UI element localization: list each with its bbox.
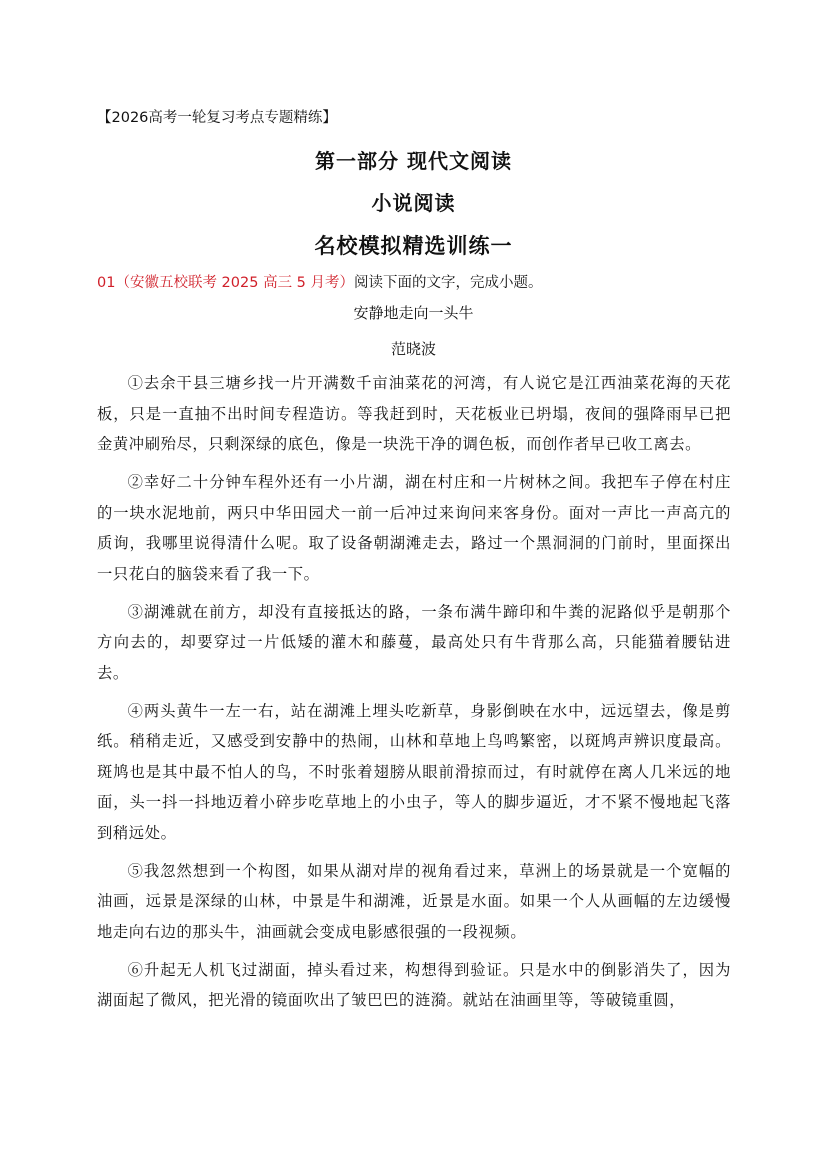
section-title: 小说阅读 (371, 191, 456, 215)
paragraph: ③湖滩就在前方，却没有直接抵达的路，一条布满牛蹄印和牛粪的泥路似乎是朝那个方向去的，却要穿过一片低矮的灌木和藤蔓，最高处只有牛背那么高，只能猫着腰钻进去。 (97, 602, 731, 682)
paragraph: ⑥升起无人机飞过湖面，掉头看过来，构想得到验证。只是水中的倒影消失了，因为湖面起了微风，把光滑的镜面吹出了皱巴巴的涟漪。就站在油画里等，等破镜重圆， (97, 960, 731, 1009)
series-tag: 【2026高考一轮复习考点专题精练】 (97, 110, 337, 126)
part-title: 第一部分 现代文阅读 (315, 149, 512, 173)
article-author: 范晓波 (390, 340, 436, 358)
article-body (97, 368, 731, 1023)
paragraph: ①去余干县三塘乡找一片开满数千亩油菜花的河湾，有人说它是江西油菜花海的天花板，只是一直抽不出时间专程造访。等我赶到时，天花板业已坍塌，夜间的强降雨早已把金黄冲刷殆尽，只剩深绿的底色，像是一块洗干净的调色板，而创作者早已收工离去。 (97, 374, 731, 453)
question-instruction: 阅读下面的文字，完成小题。 (354, 275, 543, 291)
article-title: 安静地走向一头牛 (353, 304, 474, 322)
paragraph: ②幸好二十分钟车程外还有一小片湖，湖在村庄和一片树林之间。我把车子停在村庄的一块水泥地前，两只中华田园犬一前一后冲过来询问来客身份。面对一声比一声高亢的质询，我哪里说得清什么呢。取了设备朝湖滩走去，路过一个黑洞洞的门前时，里面探出一只花白的脑袋来看了我一下。 (97, 473, 731, 583)
paragraph: ④两头黄牛一左一右，站在湖滩上埋头吃新草，身影倒映在水中，远远望去，像是剪纸。稍稍走近，又感受到安静中的热闹，山林和草地上鸟鸣繁密，以斑鸠声辨识度最高。斑鸠也是其中最不怕人的鸟，不时张着翅膀从眼前滑掠而过，有时就停在离人几米远的地面，头一抖一抖地迈着小碎步吃草地上的小虫子，等人的脚步逼近，才不紧不慢地起飞落到稍远处。 (97, 701, 731, 842)
question-heading (97, 271, 543, 292)
paragraph: ⑤我忽然想到一个构图，如果从湖对岸的视角看过来，草洲上的场景就是一个宽幅的油画，远景是深绿的山林，中景是牛和湖滩，近景是水面。如果一个人从画幅的左边缓慢地走向右边的那头牛，油画就会变成电影感很强的一段视频。 (97, 861, 731, 941)
exercise-title: 名校模拟精选训练一 (314, 234, 513, 258)
question-source: 01（安徽五校联考 2025 高三 5 月考） (97, 275, 355, 291)
